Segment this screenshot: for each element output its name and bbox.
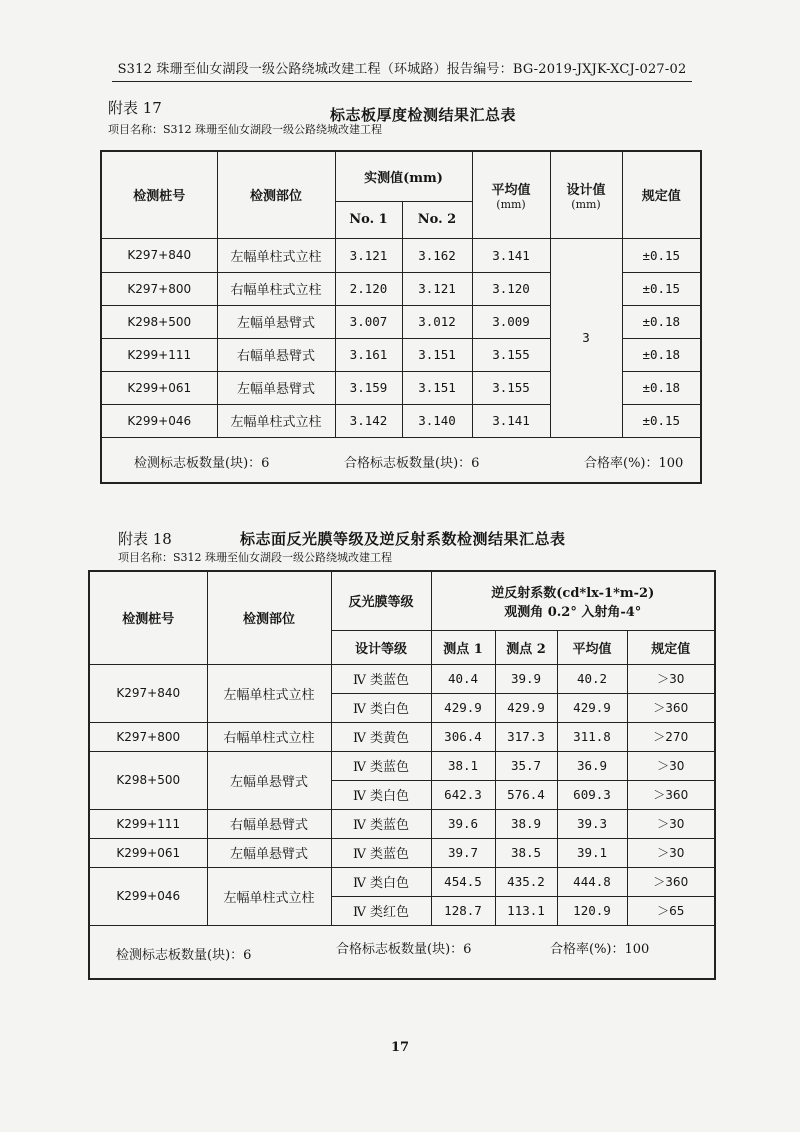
spec-cell: ±0.18 [622,371,701,404]
position-cell: 左幅单悬臂式 [217,305,335,338]
spec-cell: ＞30 [627,751,715,780]
avg-cell: 3.009 [472,305,550,338]
p2-cell: 317.3 [495,722,557,751]
spec-cell: ±0.15 [622,238,701,272]
table17-footer [101,437,701,483]
no2-cell: 3.012 [402,305,472,338]
avg-cell: 311.8 [557,722,627,751]
station-cell: K299+046 [101,404,217,437]
avg-cell: 3.141 [472,238,550,272]
grade-cell: Ⅳ 类蓝色 [331,809,431,838]
col-spec-header: 规定值 [622,151,701,238]
avg-cell: 444.8 [557,867,627,896]
avg-cell: 40.2 [557,664,627,693]
table17-pass: 合格标志板数量(块)：6 [344,455,480,471]
col-spec-header: 规定值 [627,630,715,664]
station-cell: K297+800 [89,722,207,751]
station-cell: K299+046 [89,867,207,925]
avg-cell: 120.9 [557,896,627,925]
grade-cell: Ⅳ 类蓝色 [331,751,431,780]
grade-cell: Ⅳ 类白色 [331,780,431,809]
spec-cell: ±0.18 [622,338,701,371]
report-header: S312 珠珊至仙女湖段一级公路绕城改建工程（环城路）报告编号：BG-2019-JXJK-XCJ-027-02 [112,58,692,82]
avg-cell: 3.155 [472,371,550,404]
col-film-header: 反光膜等级 [331,571,431,630]
p2-cell: 38.9 [495,809,557,838]
table17-project: 项目名称：S312 珠珊至仙女湖段一级公路绕城改建工程 [108,123,383,136]
avg-cell: 36.9 [557,751,627,780]
avg-cell: 39.1 [557,838,627,867]
grade-cell: Ⅳ 类白色 [331,693,431,722]
position-cell: 左幅单柱式立柱 [207,664,331,722]
table17-count: 检测标志板数量(块)：6 [134,455,270,471]
p1-cell: 306.4 [431,722,495,751]
table17-title: 标志板厚度检测结果汇总表 [330,106,517,124]
annex-17-label: 附表 17 [108,99,162,117]
p1-cell: 38.1 [431,751,495,780]
spec-cell: ＞65 [627,896,715,925]
spec-cell: ＞360 [627,693,715,722]
position-cell: 右幅单悬臂式 [217,338,335,371]
col-design-grade-header: 设计等级 [331,630,431,664]
position-cell: 右幅单柱式立柱 [217,272,335,305]
col-p1-header: 测点 1 [431,630,495,664]
position-cell: 左幅单悬臂式 [217,371,335,404]
col-coef-header: 逆反射系数(cd*lx-1*m-2) 观测角 0.2° 入射角-4° [431,571,715,630]
table18-title: 标志面反光膜等级及逆反射系数检测结果汇总表 [240,530,566,548]
table18-pass: 合格标志板数量(块)：6 [336,941,472,957]
p2-cell: 576.4 [495,780,557,809]
table18-footer [89,925,715,979]
avg-cell: 429.9 [557,693,627,722]
col-avg-header: 平均值 [557,630,627,664]
grade-cell: Ⅳ 类蓝色 [331,664,431,693]
no1-cell: 2.120 [335,272,402,305]
position-cell: 左幅单柱式立柱 [207,867,331,925]
grade-cell: Ⅳ 类蓝色 [331,838,431,867]
grade-cell: Ⅳ 类白色 [331,867,431,896]
col-p2-header: 测点 2 [495,630,557,664]
no2-cell: 3.151 [402,371,472,404]
table-row [89,751,715,780]
station-cell: K297+800 [101,272,217,305]
retroreflection-table [88,570,716,980]
station-cell: K299+061 [101,371,217,404]
table-row [89,809,715,838]
p2-cell: 38.5 [495,838,557,867]
position-cell: 左幅单柱式立柱 [217,238,335,272]
p1-cell: 128.7 [431,896,495,925]
position-cell: 左幅单悬臂式 [207,838,331,867]
no1-cell: 3.121 [335,238,402,272]
col-no1-header: No. 1 [335,201,402,238]
table18-rate: 合格率(%)：100 [550,941,650,957]
col-measured-header: 实测值(mm) [335,151,472,201]
table18-project: 项目名称：S312 珠珊至仙女湖段一级公路绕城改建工程 [118,551,393,564]
p1-cell: 454.5 [431,867,495,896]
p2-cell: 35.7 [495,751,557,780]
no1-cell: 3.159 [335,371,402,404]
avg-cell: 609.3 [557,780,627,809]
position-cell: 左幅单柱式立柱 [217,404,335,437]
table-row [89,722,715,751]
no2-cell: 3.121 [402,272,472,305]
p2-cell: 429.9 [495,693,557,722]
spec-cell: ＞360 [627,867,715,896]
avg-cell: 3.141 [472,404,550,437]
position-cell: 左幅单悬臂式 [207,751,331,809]
grade-cell: Ⅳ 类红色 [331,896,431,925]
p2-cell: 435.2 [495,867,557,896]
spec-cell: ±0.15 [622,404,701,437]
station-cell: K299+111 [101,338,217,371]
p2-cell: 113.1 [495,896,557,925]
col-station-header: 检测桩号 [101,151,217,238]
table-row [89,664,715,693]
p1-cell: 39.6 [431,809,495,838]
station-cell: K299+061 [89,838,207,867]
station-cell: K297+840 [101,238,217,272]
no1-cell: 3.007 [335,305,402,338]
spec-cell: ±0.18 [622,305,701,338]
spec-cell: ＞270 [627,722,715,751]
station-cell: K299+111 [89,809,207,838]
station-cell: K298+500 [89,751,207,809]
no1-cell: 3.142 [335,404,402,437]
position-cell: 右幅单悬臂式 [207,809,331,838]
avg-cell: 3.120 [472,272,550,305]
p1-cell: 642.3 [431,780,495,809]
p2-cell: 39.9 [495,664,557,693]
station-cell: K297+840 [89,664,207,722]
spec-cell: ＞30 [627,809,715,838]
design-value-cell: 3 [550,238,622,437]
p1-cell: 40.4 [431,664,495,693]
col-design-header: 设计值 (mm) [550,151,622,238]
table-row [89,867,715,896]
annex-18-label: 附表 18 [118,530,172,548]
page-number: 17 [390,1040,410,1055]
table18-count: 检测标志板数量(块)：6 [116,947,252,963]
avg-cell: 3.155 [472,338,550,371]
position-cell: 右幅单柱式立柱 [207,722,331,751]
col-position-header: 检测部位 [217,151,335,238]
no1-cell: 3.161 [335,338,402,371]
col-average-header: 平均值 (mm) [472,151,550,238]
station-cell: K298+500 [101,305,217,338]
thickness-table [100,150,702,484]
table-row [89,838,715,867]
col-no2-header: No. 2 [402,201,472,238]
grade-cell: Ⅳ 类黄色 [331,722,431,751]
avg-cell: 39.3 [557,809,627,838]
p1-cell: 429.9 [431,693,495,722]
table-row [101,238,701,272]
p1-cell: 39.7 [431,838,495,867]
table17-rate: 合格率(%)：100 [584,455,684,471]
spec-cell: ＞360 [627,780,715,809]
no2-cell: 3.151 [402,338,472,371]
col-position-header: 检测部位 [207,571,331,664]
col-station-header: 检测桩号 [89,571,207,664]
spec-cell: ＞30 [627,664,715,693]
no2-cell: 3.140 [402,404,472,437]
spec-cell: ±0.15 [622,272,701,305]
spec-cell: ＞30 [627,838,715,867]
no2-cell: 3.162 [402,238,472,272]
